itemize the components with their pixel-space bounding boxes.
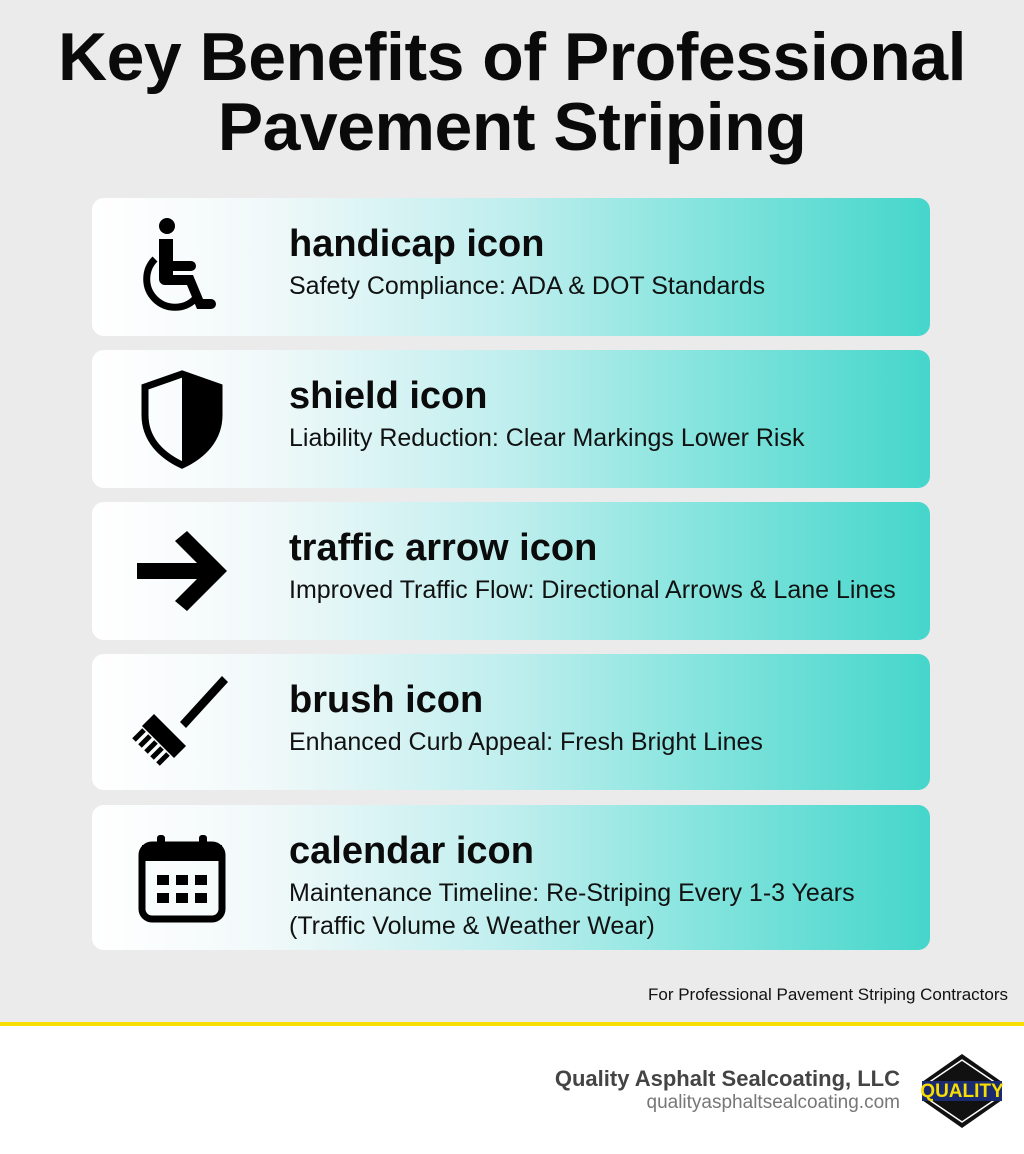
benefit-card-traffic [92,502,930,640]
title-line-2: Pavement Striping [217,89,807,165]
tagline: For Professional Pavement Striping Contractors [648,985,1008,1004]
shield-icon [132,369,232,469]
svg-text:QUALITY: QUALITY [920,1081,1004,1102]
benefit-heading: shield icon [289,375,488,417]
benefit-heading: traffic arrow icon [289,527,598,569]
benefit-text: Maintenance Timeline: Re-Striping Every 1-3 Years (Traffic Volume & Weather Wear) [289,879,855,940]
title-line-1: Key Benefits of Professional [57,19,967,95]
benefit-heading: handicap icon [289,223,545,265]
benefit-card-maintenance [92,805,930,950]
arrow-right-icon [132,521,232,621]
company-name: Quality Asphalt Sealcoating, LLC [554,1066,900,1091]
benefit-text: Safety Compliance: ADA & DOT Standards [289,272,766,300]
company-info [555,1066,900,1114]
benefit-text: Enhanced Curb Appeal: Fresh Bright Lines [289,728,763,756]
benefit-text: Improved Traffic Flow: Directional Arrows & Lane Lines [289,576,896,604]
page-title [0,19,1024,165]
benefit-card-liability [92,350,930,488]
company-website[interactable]: qualityasphaltsealcoating.com [646,1092,900,1113]
benefit-text: Liability Reduction: Clear Markings Lower Risk [289,424,805,452]
company-logo [920,1052,1004,1130]
benefit-heading: brush icon [289,679,484,721]
benefit-card-safety [92,198,930,336]
brush-icon [132,672,232,772]
wheelchair-icon [132,217,232,317]
benefit-card-curb [92,654,930,790]
calendar-icon [132,828,232,928]
benefit-heading: calendar icon [289,830,534,872]
